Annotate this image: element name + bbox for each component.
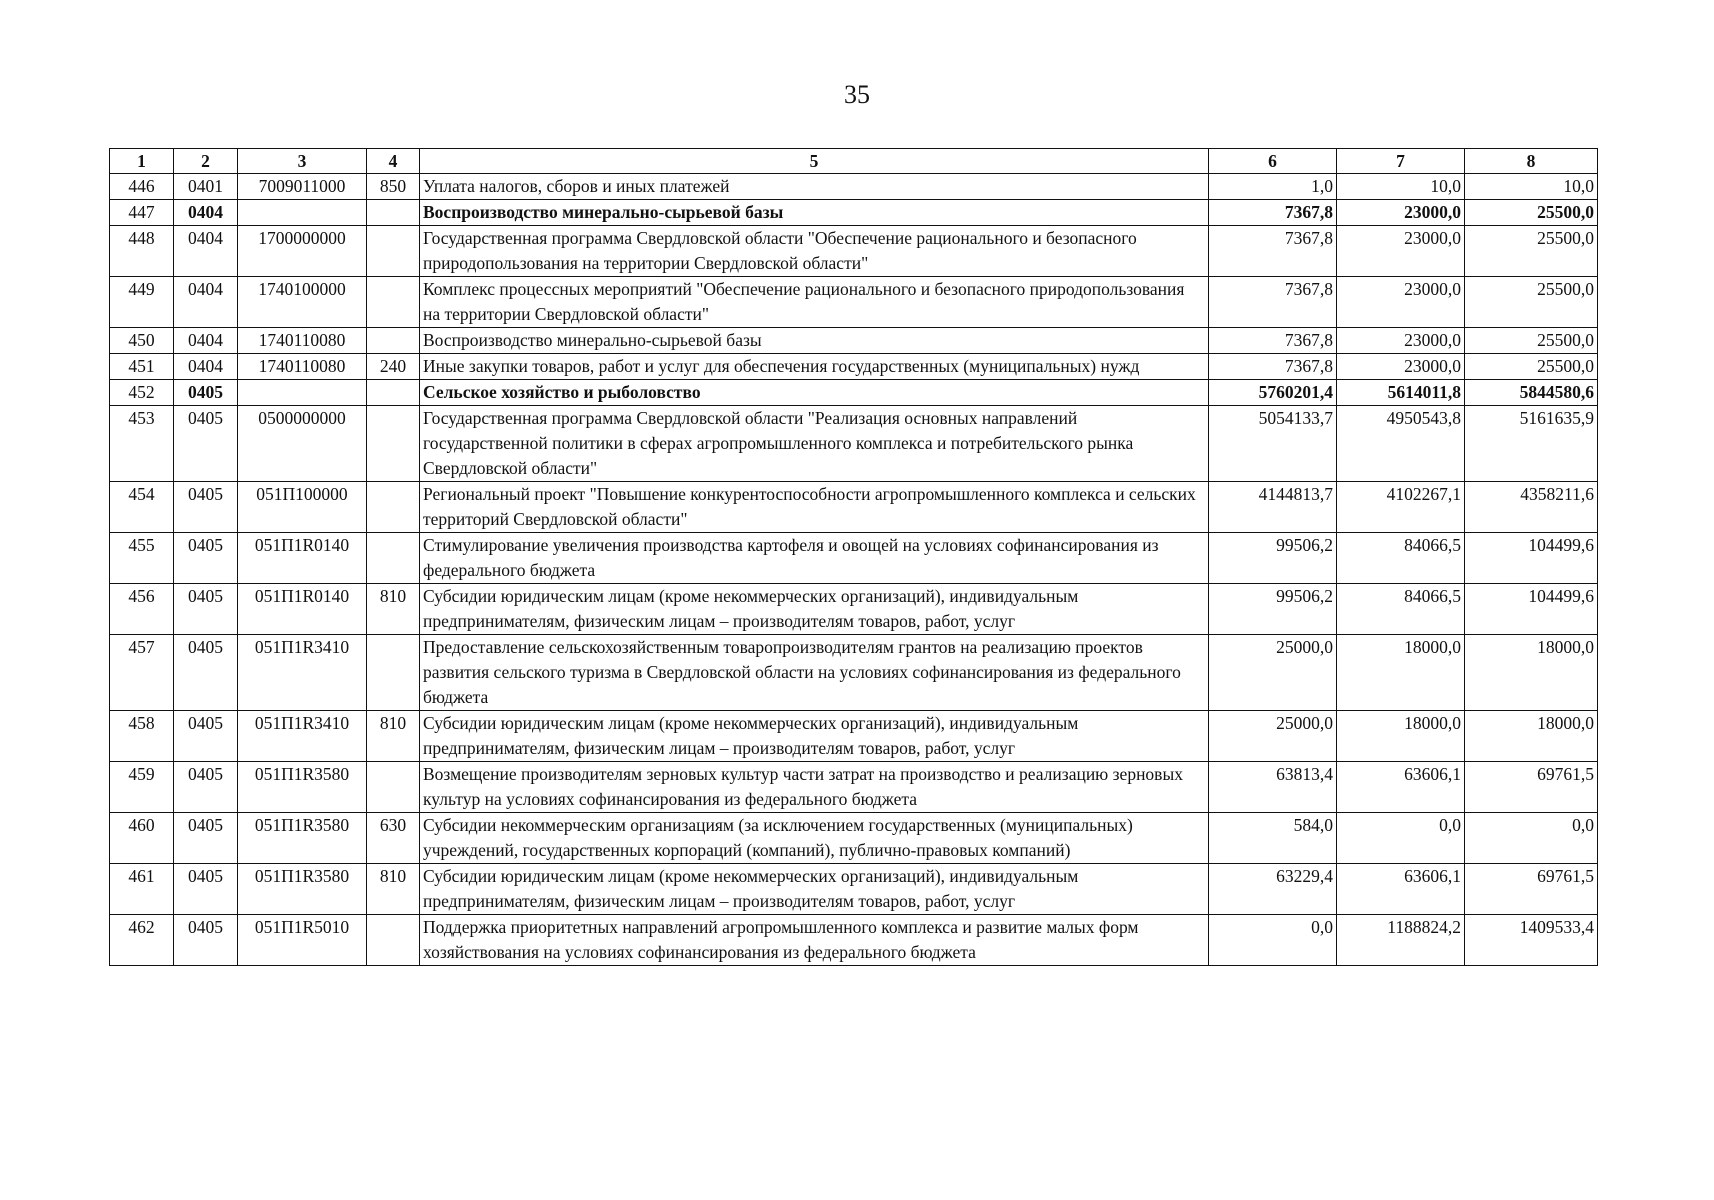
amount-year-1: 584,0 bbox=[1209, 813, 1337, 864]
section-code: 0404 bbox=[174, 200, 238, 226]
amount-year-2: 23000,0 bbox=[1337, 328, 1465, 354]
amount-year-1: 5054133,7 bbox=[1209, 406, 1337, 482]
amount-year-3: 4358211,6 bbox=[1465, 482, 1598, 533]
expense-type bbox=[367, 762, 420, 813]
amount-year-1: 63229,4 bbox=[1209, 864, 1337, 915]
item-name: Иные закупки товаров, работ и услуг для обеспечения государственных (муниципальных) нужд bbox=[420, 354, 1209, 380]
section-code: 0405 bbox=[174, 711, 238, 762]
target-code: 051П1R3580 bbox=[238, 813, 367, 864]
amount-year-1: 4144813,7 bbox=[1209, 482, 1337, 533]
amount-year-2: 23000,0 bbox=[1337, 354, 1465, 380]
table-row bbox=[110, 174, 1598, 200]
section-code: 0401 bbox=[174, 174, 238, 200]
expense-type bbox=[367, 406, 420, 482]
target-code: 1700000000 bbox=[238, 226, 367, 277]
table-row bbox=[110, 864, 1598, 915]
amount-year-2: 23000,0 bbox=[1337, 277, 1465, 328]
target-code: 051П1R5010 bbox=[238, 915, 367, 966]
item-name: Субсидии юридическим лицам (кроме некоммерческих организаций), индивидуальным предпринимателям, физическим лицам – производителям товаров, работ, услуг bbox=[420, 711, 1209, 762]
amount-year-3: 25500,0 bbox=[1465, 277, 1598, 328]
table-row bbox=[110, 711, 1598, 762]
amount-year-2: 23000,0 bbox=[1337, 226, 1465, 277]
amount-year-1: 5760201,4 bbox=[1209, 380, 1337, 406]
column-header-7: 7 bbox=[1337, 149, 1465, 174]
item-name: Сельское хозяйство и рыболовство bbox=[420, 380, 1209, 406]
table-row bbox=[110, 762, 1598, 813]
amount-year-3: 10,0 bbox=[1465, 174, 1598, 200]
amount-year-2: 23000,0 bbox=[1337, 200, 1465, 226]
column-header-1: 1 bbox=[110, 149, 174, 174]
table-row bbox=[110, 635, 1598, 711]
expense-type: 850 bbox=[367, 174, 420, 200]
target-code: 051П1R3410 bbox=[238, 635, 367, 711]
amount-year-2: 5614011,8 bbox=[1337, 380, 1465, 406]
table-row bbox=[110, 915, 1598, 966]
column-header-6: 6 bbox=[1209, 149, 1337, 174]
amount-year-3: 18000,0 bbox=[1465, 635, 1598, 711]
amount-year-3: 5844580,6 bbox=[1465, 380, 1598, 406]
item-name: Уплата налогов, сборов и иных платежей bbox=[420, 174, 1209, 200]
row-number: 447 bbox=[110, 200, 174, 226]
target-code: 1740100000 bbox=[238, 277, 367, 328]
amount-year-3: 104499,6 bbox=[1465, 533, 1598, 584]
item-name: Предоставление сельскохозяйственным товаропроизводителям грантов на реализацию проектов развития сельского туризма в Свердловской области на условиях софинансирования из федерального бюджета bbox=[420, 635, 1209, 711]
section-code: 0404 bbox=[174, 354, 238, 380]
amount-year-2: 1188824,2 bbox=[1337, 915, 1465, 966]
column-header-2: 2 bbox=[174, 149, 238, 174]
amount-year-3: 25500,0 bbox=[1465, 354, 1598, 380]
amount-year-1: 7367,8 bbox=[1209, 354, 1337, 380]
table-row bbox=[110, 277, 1598, 328]
item-name: Поддержка приоритетных направлений агропромышленного комплекса и развитие малых форм хозяйствования на условиях софинансирования из федерального бюджета bbox=[420, 915, 1209, 966]
amount-year-1: 0,0 bbox=[1209, 915, 1337, 966]
section-code: 0405 bbox=[174, 406, 238, 482]
amount-year-1: 7367,8 bbox=[1209, 277, 1337, 328]
expense-type bbox=[367, 328, 420, 354]
row-number: 455 bbox=[110, 533, 174, 584]
amount-year-1: 99506,2 bbox=[1209, 584, 1337, 635]
expense-type bbox=[367, 380, 420, 406]
row-number: 458 bbox=[110, 711, 174, 762]
column-header-5: 5 bbox=[420, 149, 1209, 174]
table-row bbox=[110, 328, 1598, 354]
expense-type bbox=[367, 635, 420, 711]
table-row bbox=[110, 354, 1598, 380]
target-code: 0500000000 bbox=[238, 406, 367, 482]
item-name: Субсидии юридическим лицам (кроме некоммерческих организаций), индивидуальным предпринимателям, физическим лицам – производителям товаров, работ, услуг bbox=[420, 864, 1209, 915]
expense-type: 240 bbox=[367, 354, 420, 380]
amount-year-1: 7367,8 bbox=[1209, 226, 1337, 277]
section-code: 0405 bbox=[174, 762, 238, 813]
expense-type bbox=[367, 533, 420, 584]
amount-year-1: 25000,0 bbox=[1209, 711, 1337, 762]
row-number: 457 bbox=[110, 635, 174, 711]
row-number: 450 bbox=[110, 328, 174, 354]
row-number: 459 bbox=[110, 762, 174, 813]
item-name: Региональный проект "Повышение конкурентоспособности агропромышленного комплекса и сельских территорий Свердловской области" bbox=[420, 482, 1209, 533]
target-code: 051П1R3580 bbox=[238, 864, 367, 915]
amount-year-2: 18000,0 bbox=[1337, 635, 1465, 711]
row-number: 454 bbox=[110, 482, 174, 533]
target-code: 051П1R3580 bbox=[238, 762, 367, 813]
table-row bbox=[110, 813, 1598, 864]
amount-year-2: 63606,1 bbox=[1337, 864, 1465, 915]
amount-year-1: 25000,0 bbox=[1209, 635, 1337, 711]
row-number: 448 bbox=[110, 226, 174, 277]
section-code: 0405 bbox=[174, 482, 238, 533]
item-name: Государственная программа Свердловской области "Обеспечение рационального и безопасного природопользования на территории Свердловской области" bbox=[420, 226, 1209, 277]
target-code bbox=[238, 200, 367, 226]
column-header-3: 3 bbox=[238, 149, 367, 174]
expense-type: 810 bbox=[367, 711, 420, 762]
row-number: 453 bbox=[110, 406, 174, 482]
amount-year-2: 84066,5 bbox=[1337, 533, 1465, 584]
amount-year-2: 84066,5 bbox=[1337, 584, 1465, 635]
target-code: 051П1R0140 bbox=[238, 584, 367, 635]
target-code: 051П100000 bbox=[238, 482, 367, 533]
amount-year-3: 104499,6 bbox=[1465, 584, 1598, 635]
table-body bbox=[110, 174, 1598, 966]
amount-year-2: 63606,1 bbox=[1337, 762, 1465, 813]
amount-year-1: 7367,8 bbox=[1209, 328, 1337, 354]
target-code bbox=[238, 380, 367, 406]
amount-year-2: 4102267,1 bbox=[1337, 482, 1465, 533]
item-name: Государственная программа Свердловской области "Реализация основных направлений государственной политики в сферах агропромышленного комплекса и потребительского рынка Свердловской области" bbox=[420, 406, 1209, 482]
page-number: 35 bbox=[844, 80, 870, 109]
item-name: Субсидии некоммерческим организациям (за исключением государственных (муниципальных) учреждений, государственных корпораций (компаний), публично-правовых компаний) bbox=[420, 813, 1209, 864]
row-number: 452 bbox=[110, 380, 174, 406]
amount-year-1: 1,0 bbox=[1209, 174, 1337, 200]
table-row bbox=[110, 226, 1598, 277]
item-name: Стимулирование увеличения производства картофеля и овощей на условиях софинансирования из федерального бюджета bbox=[420, 533, 1209, 584]
budget-table bbox=[109, 148, 1598, 966]
item-name: Субсидии юридическим лицам (кроме некоммерческих организаций), индивидуальным предпринимателям, физическим лицам – производителям товаров, работ, услуг bbox=[420, 584, 1209, 635]
table-row bbox=[110, 584, 1598, 635]
amount-year-1: 63813,4 bbox=[1209, 762, 1337, 813]
amount-year-3: 25500,0 bbox=[1465, 200, 1598, 226]
amount-year-3: 18000,0 bbox=[1465, 711, 1598, 762]
amount-year-2: 18000,0 bbox=[1337, 711, 1465, 762]
target-code: 7009011000 bbox=[238, 174, 367, 200]
section-code: 0405 bbox=[174, 915, 238, 966]
amount-year-3: 25500,0 bbox=[1465, 226, 1598, 277]
row-number: 461 bbox=[110, 864, 174, 915]
target-code: 051П1R0140 bbox=[238, 533, 367, 584]
section-code: 0405 bbox=[174, 813, 238, 864]
column-header-8: 8 bbox=[1465, 149, 1598, 174]
amount-year-3: 0,0 bbox=[1465, 813, 1598, 864]
target-code: 051П1R3410 bbox=[238, 711, 367, 762]
amount-year-2: 4950543,8 bbox=[1337, 406, 1465, 482]
expense-type bbox=[367, 277, 420, 328]
expense-type: 630 bbox=[367, 813, 420, 864]
amount-year-2: 0,0 bbox=[1337, 813, 1465, 864]
item-name: Возмещение производителям зерновых культур части затрат на производство и реализацию зерновых культур на условиях софинансирования из федерального бюджета bbox=[420, 762, 1209, 813]
table-header-row bbox=[110, 149, 1598, 174]
row-number: 462 bbox=[110, 915, 174, 966]
table-row bbox=[110, 406, 1598, 482]
item-name: Воспроизводство минерально-сырьевой базы bbox=[420, 328, 1209, 354]
expense-type bbox=[367, 200, 420, 226]
row-number: 456 bbox=[110, 584, 174, 635]
expense-type: 810 bbox=[367, 864, 420, 915]
section-code: 0405 bbox=[174, 584, 238, 635]
section-code: 0404 bbox=[174, 226, 238, 277]
table-row bbox=[110, 482, 1598, 533]
amount-year-1: 7367,8 bbox=[1209, 200, 1337, 226]
target-code: 1740110080 bbox=[238, 354, 367, 380]
column-header-4: 4 bbox=[367, 149, 420, 174]
section-code: 0405 bbox=[174, 635, 238, 711]
section-code: 0404 bbox=[174, 328, 238, 354]
item-name: Комплекс процессных мероприятий "Обеспечение рационального и безопасного природопользования на территории Свердловской области" bbox=[420, 277, 1209, 328]
row-number: 446 bbox=[110, 174, 174, 200]
target-code: 1740110080 bbox=[238, 328, 367, 354]
section-code: 0405 bbox=[174, 864, 238, 915]
expense-type: 810 bbox=[367, 584, 420, 635]
amount-year-1: 99506,2 bbox=[1209, 533, 1337, 584]
row-number: 451 bbox=[110, 354, 174, 380]
row-number: 460 bbox=[110, 813, 174, 864]
amount-year-2: 10,0 bbox=[1337, 174, 1465, 200]
section-code: 0405 bbox=[174, 380, 238, 406]
table-row bbox=[110, 200, 1598, 226]
table-row bbox=[110, 533, 1598, 584]
expense-type bbox=[367, 226, 420, 277]
table-row bbox=[110, 380, 1598, 406]
row-number: 449 bbox=[110, 277, 174, 328]
amount-year-3: 69761,5 bbox=[1465, 864, 1598, 915]
amount-year-3: 5161635,9 bbox=[1465, 406, 1598, 482]
expense-type bbox=[367, 482, 420, 533]
expense-type bbox=[367, 915, 420, 966]
item-name: Воспроизводство минерально-сырьевой базы bbox=[420, 200, 1209, 226]
amount-year-3: 1409533,4 bbox=[1465, 915, 1598, 966]
amount-year-3: 25500,0 bbox=[1465, 328, 1598, 354]
amount-year-3: 69761,5 bbox=[1465, 762, 1598, 813]
section-code: 0404 bbox=[174, 277, 238, 328]
section-code: 0405 bbox=[174, 533, 238, 584]
